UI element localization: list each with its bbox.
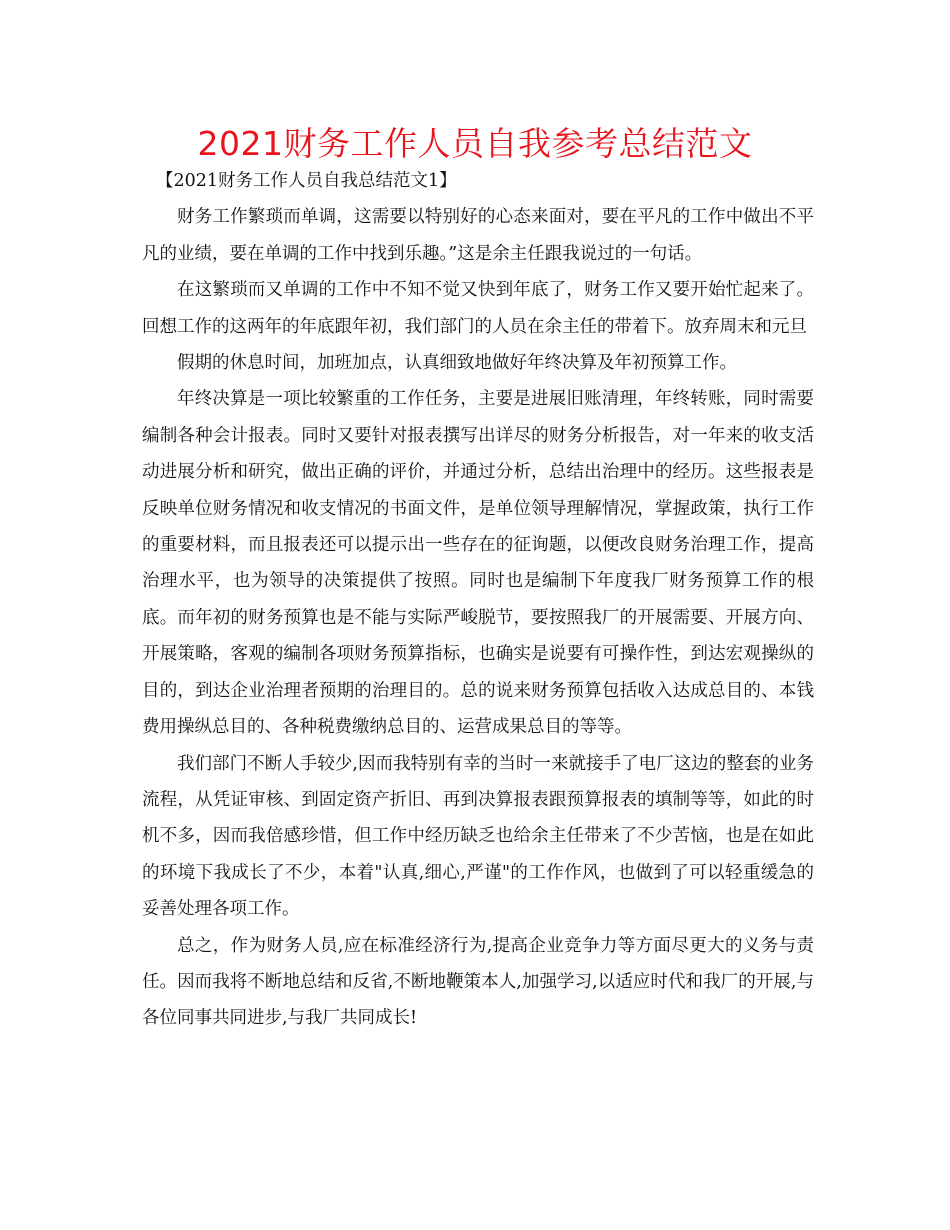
document-subtitle: 【2021财务工作人员自我总结范文1】 [156,171,457,191]
paragraph: 我们部门不断人手较少,因而我特别有幸的当时一来就接手了电厂这边的整套的业务流程，从凭证审核、到固定资产折旧、再到决算报表跟预算报表的填制等等，如此的时机不多，因而我倍感珍惜，但工作中经历缺乏也给余主任带来了不少苦恼，也是在如此的环境下我成长了不少，本着"认真,细心,严谨"的工作作风，也做到了可以轻重缓急的妥善处理各项工作。 [142,753,814,920]
paragraph: 假期的休息时间，加班加点，认真细致地做好年终决算及年初预算工作。 [177,353,737,374]
document-body [142,163,814,1037]
paragraph: 年终决算是一项比较繁重的工作任务，主要是进展旧账清理，年终转账，同时需要编制各种会计报表。同时又要针对报表撰写出详尽的财务分析报告，对一年来的收支活动进展分析和研究，做出正确的评价，并通过分析，总结出治理中的经历。这些报表是反映单位财务情况和收支情况的书面文件，是单位领导理解情况，掌握政策，执行工作的重要材料，而且报表还可以提示出一些存在的征询题，以便改良财务治理工作，提高治理水平，也为领导的决策提供了按照。同时也是编制下年度我厂财务预算工作的根底。而年初的财务预算也是不能与实际严峻脱节，要按照我厂的开展需要、开展方向、开展策略，客观的编制各项财务预算指标，也确实是说要有可操作性，到达宏观操纵的目的，到达企业治理者预期的治理目的。总的说来财务预算包括收入达成总目的、本钱费用操纵总目的、各种税费缴纳总目的、运营成果总目的等等。 [142,389,814,738]
paragraph: 在这繁琐而又单调的工作中不知不觉又快到年底了，财务工作又要开始忙起来了。回想工作的这两年的年底跟年初，我们部门的人员在余主任的带着下。放弃周末和元旦 [142,280,814,337]
paragraph: 财务工作繁琐而单调，这需要以特别好的心态来面对，要在平凡的工作中做出不平凡的业绩，要在单调的工作中找到乐趣。”这是余主任跟我说过的一句话。 [142,207,814,264]
document-title: 2021财务工作人员自我参考总结范文 [197,124,753,163]
paragraph: 总之，作为财务人员,应在标准经济行为,提高企业竞争力等方面尽更大的义务与责任。因而我将不断地总结和反省,不断地鞭策本人,加强学习,以适应时代和我厂的开展,与各位同事共同进步,与我厂共同成长! [142,935,814,1029]
